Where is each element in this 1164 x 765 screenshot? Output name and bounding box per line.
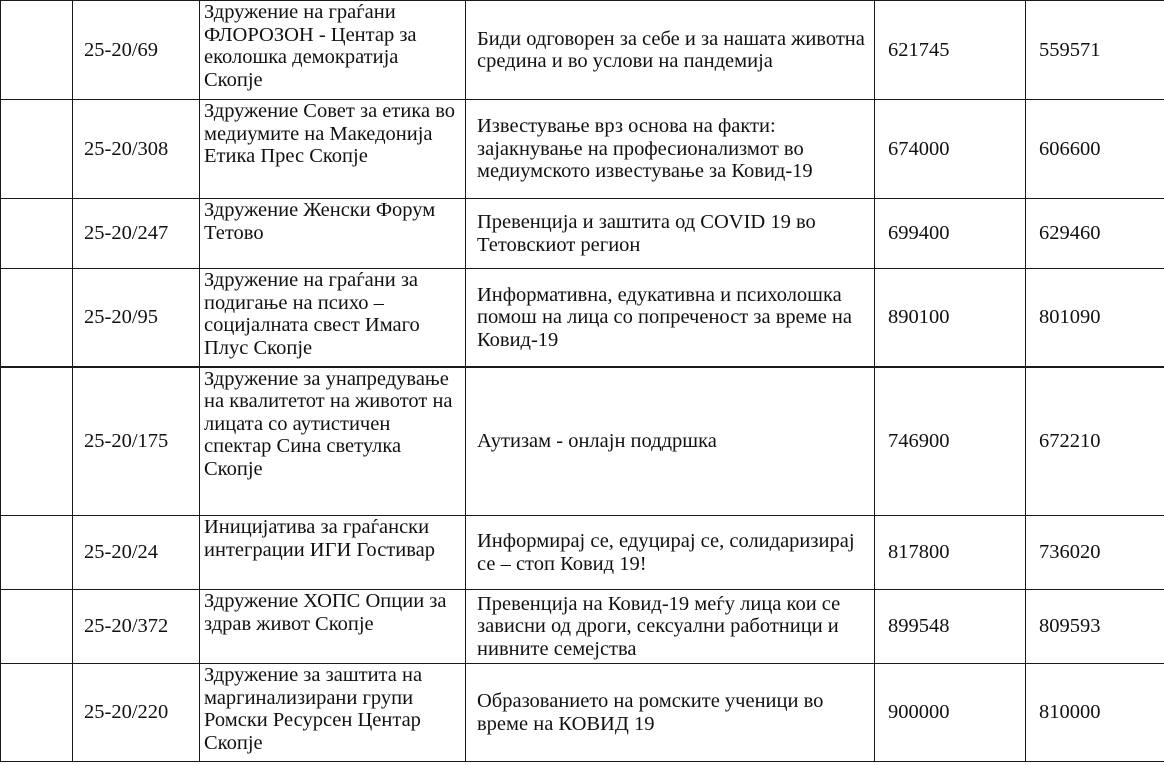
approved-amount: 629460 bbox=[1026, 199, 1164, 269]
organization-name: Здружение на граѓани за подигање на психо – социјалната свест Имаго Плус Скопје bbox=[200, 269, 466, 367]
project-title: Информативна, едукативна и психолошка помош на лица со попреченост за време на Ковид-19 bbox=[466, 269, 875, 367]
requested-amount: 746900 bbox=[875, 367, 1026, 516]
application-code: 25-20/372 bbox=[73, 590, 200, 664]
row-number-cell bbox=[1, 199, 73, 269]
row-number-cell bbox=[1, 367, 73, 516]
requested-amount: 817800 bbox=[875, 516, 1026, 590]
project-title: Биди одговорен за себе и за нашата животна средина и во услови на пандемија bbox=[466, 1, 875, 100]
requested-amount: 899548 bbox=[875, 590, 1026, 664]
row-number-cell bbox=[1, 590, 73, 664]
project-title: Информирај се, едуцирај се, солидаризирај се – стоп Ковид 19! bbox=[466, 516, 875, 590]
row-number-cell bbox=[1, 269, 73, 367]
project-title: Образованието на ромските ученици во време на КОВИД 19 bbox=[466, 664, 875, 762]
approved-amount: 809593 bbox=[1026, 590, 1164, 664]
table-row bbox=[1, 199, 1164, 269]
row-number-cell bbox=[1, 100, 73, 199]
table-row bbox=[1, 100, 1164, 199]
row-number-cell bbox=[1, 516, 73, 590]
table-row bbox=[1, 590, 1164, 664]
approved-amount: 801090 bbox=[1026, 269, 1164, 367]
table-row bbox=[1, 664, 1164, 762]
application-code: 25-20/24 bbox=[73, 516, 200, 590]
project-title: Известување врз основа на факти: зајакнување на професионализмот во медиумското известување за Ковид-19 bbox=[466, 100, 875, 199]
organization-name: Здружение за заштита на маргинализирани групи Ромски Ресурсен Центар Скопје bbox=[200, 664, 466, 762]
requested-amount: 621745 bbox=[875, 1, 1026, 100]
approved-amount: 736020 bbox=[1026, 516, 1164, 590]
project-title: Превенција на Ковид-19 меѓу лица кои се зависни од дроги, сексуални работници и нивните семејства bbox=[466, 590, 875, 664]
organization-name: Здружение на граѓани ФЛОРОЗОН - Центар за еколошка демократија Скопје bbox=[200, 1, 466, 100]
approved-amount: 810000 bbox=[1026, 664, 1164, 762]
organization-name: Иницијатива за граѓански интеграции ИГИ Гостивар bbox=[200, 516, 466, 590]
requested-amount: 890100 bbox=[875, 269, 1026, 367]
table-row bbox=[1, 516, 1164, 590]
organization-name: Здружение ХОПС Опции за здрав живот Скопје bbox=[200, 590, 466, 664]
row-number-cell bbox=[1, 664, 73, 762]
organization-name: Здружение Совет за етика во медиумите на Македонија Етика Прес Скопје bbox=[200, 100, 466, 199]
requested-amount: 900000 bbox=[875, 664, 1026, 762]
table-row bbox=[1, 367, 1164, 516]
project-title: Превенција и заштита од COVID 19 во Тетовскиот регион bbox=[466, 199, 875, 269]
organization-name: Здружение Женски Форум Тетово bbox=[200, 199, 466, 269]
approved-amount: 672210 bbox=[1026, 367, 1164, 516]
application-code: 25-20/95 bbox=[73, 269, 200, 367]
table-row bbox=[1, 269, 1164, 367]
requested-amount: 674000 bbox=[875, 100, 1026, 199]
application-code: 25-20/175 bbox=[73, 367, 200, 516]
approved-amount: 606600 bbox=[1026, 100, 1164, 199]
row-number-cell bbox=[1, 1, 73, 100]
application-code: 25-20/220 bbox=[73, 664, 200, 762]
application-code: 25-20/308 bbox=[73, 100, 200, 199]
approved-amount: 559571 bbox=[1026, 1, 1164, 100]
requested-amount: 699400 bbox=[875, 199, 1026, 269]
table-row bbox=[1, 1, 1164, 100]
project-title: Аутизам - онлајн поддршка bbox=[466, 367, 875, 516]
application-code: 25-20/69 bbox=[73, 1, 200, 100]
application-code: 25-20/247 bbox=[73, 199, 200, 269]
organization-name: Здружение за унапредување на квалитетот на животот на лицата со аутистичен спектар Сина светулка Скопје bbox=[200, 367, 466, 516]
